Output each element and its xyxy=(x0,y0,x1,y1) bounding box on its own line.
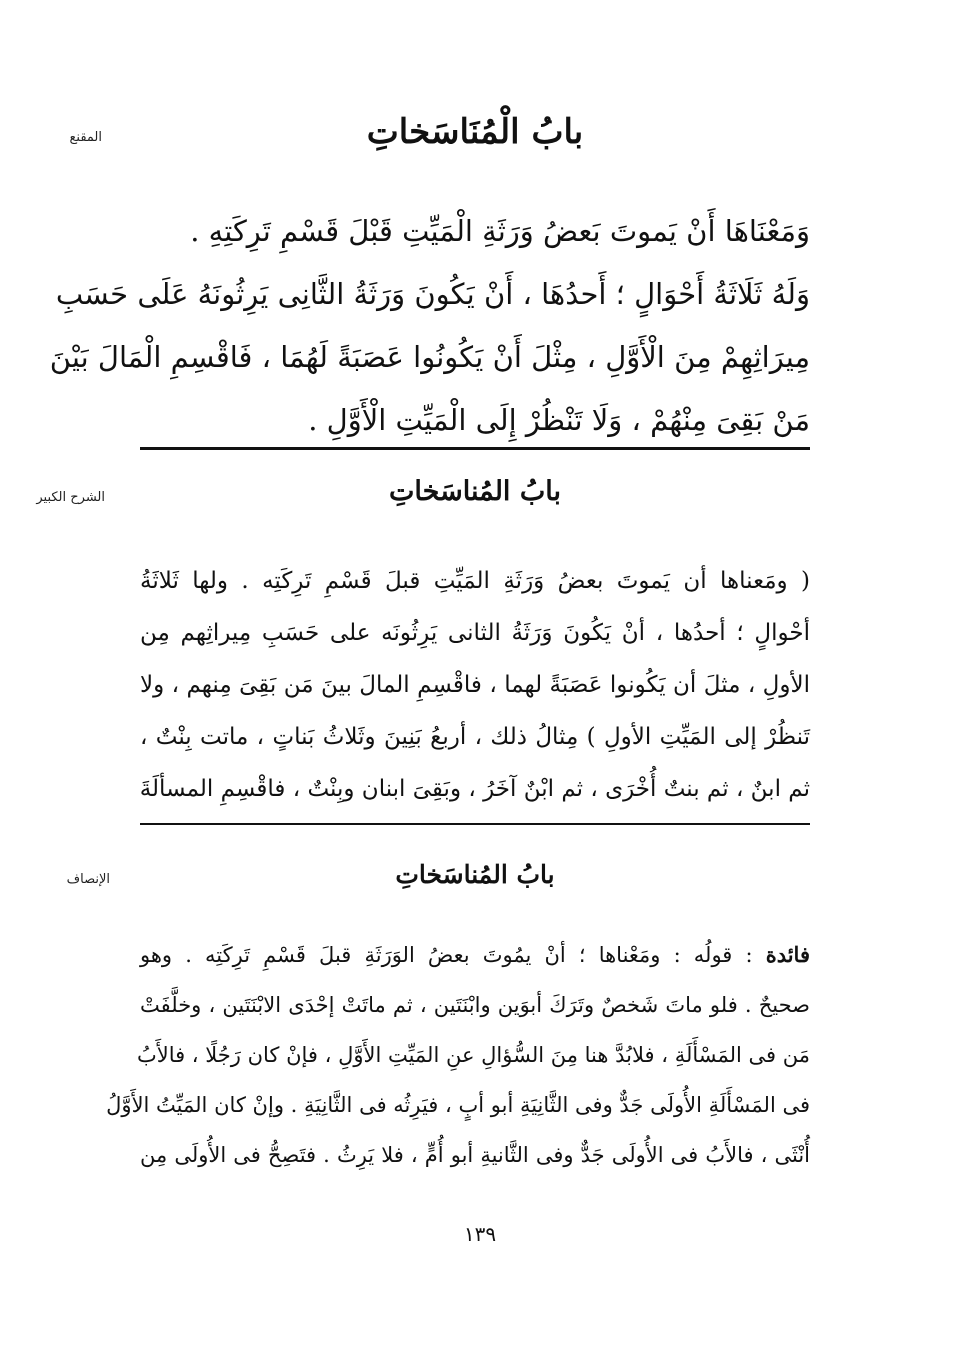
text-line xyxy=(140,930,810,980)
source-label-insaf: الإنصاف xyxy=(66,872,110,887)
text-block-insaf xyxy=(106,930,810,1180)
text-line: ( ومَعناها أن يَموتَ بعضُ وَرَثَةِ المَيِّتِ قبلَ قَسْمِ تَرِكَتِه . ولها ثَلاثَةُ xyxy=(140,568,810,594)
text-line: الأولِ ، مثلَ أن يَكُونوا عَصَبَةً لهما ، فاقْسِمِ المالَ بينَ مَن بَقِىَ مِنهم ، ولا xyxy=(140,672,810,698)
text-line: ثم ابنٌ ، ثم بنتٌ أُخْرَى ، ثم ابْنٌ آخَرُ ، وبَقِىَ ابنان وبِنْتٌ ، فاقْسِمِ المسألَةَ xyxy=(139,776,810,802)
text-line: مَنْ بَقِىَ مِنْهُمْ ، وَلَا تَنْظُرْ إِلَى الْمَيِّتِ الْأَوَّلِ . xyxy=(308,403,810,437)
section-title-sharh-kabir: بابُ المُناسَخاتِ xyxy=(389,476,561,507)
text-line: وَمَعْنَاهَا أَنْ يَموتَ بَعضُ وَرَثَةِ الْمَيِّتِ قَبْلَ قَسْمِ تَرِكَتِهِ . xyxy=(190,214,810,248)
text-fragment: : قولُه : ومَعْناها ؛ أنْ يمُوتَ بعضُ الوَرَثَةِ قبلَ قَسْمِ تَرِكَتِه . وهو xyxy=(140,943,753,967)
text-line: أُنْثَى ، فالأَبُ فى الأُولَى جَدٌّ وفى الثَّانيةِ أبو أُمٍّ ، فلا يَرِثُ . فتَصِحُّ فى الأُولَى مِن xyxy=(140,1143,810,1167)
source-label-sharh-kabir: الشرح الكبير xyxy=(36,490,105,505)
lead-word: فائدة xyxy=(765,942,810,967)
text-line: أحْوالٍ ؛ أحدُها ، أنْ يَكُونَ وَرَثَةُ الثانى يَرِثُونَه على حَسَبِ مِيراثِهم مِن xyxy=(140,620,810,646)
text-line: مِيرَاثِهِمْ مِنَ الْأَوَّلِ ، مِثْلَ أَنْ يَكُونُوا عَصَبَةً لَهُمَا ، فَاقْسِمِ الْمَالَ بَيْنَ xyxy=(49,340,810,374)
section-divider-thin xyxy=(140,823,810,825)
text-block-sharh-kabir xyxy=(140,555,810,815)
text-line: مَن فى المَسْأَلَةِ ، فلابُدَّ هنا مِنَ السُّؤالِ عنِ المَيِّتِ الأَوَّلِ ، فإنْ كان رَجُلًا ، فالأَبُ xyxy=(136,1043,810,1067)
section-title-insaf: بابُ المُناسَخاتِ xyxy=(395,860,555,889)
page-number: ١٣٩ xyxy=(463,1222,497,1246)
text-block-muqni xyxy=(49,200,810,452)
section-title-muqni: بابُ الْمُنَاسَخاتِ xyxy=(366,112,584,152)
text-line: تَنظُرْ إلى المَيِّتِ الأولِ ) مِثالُ ذلك ، أربعُ بَنِينَ وثَلاثُ بَناتٍ ، ماتت بِنْتٌ ، xyxy=(140,724,810,750)
section-divider-thick xyxy=(140,447,810,450)
text-line: فى المَسْأَلَةِ الأُولَى جَدٌّ وفى الثَّانِيَةِ أبو أبٍ ، فيَرِثُه فى الثَّانِيَةِ . وإنْ كان المَيِّتُ الأَوَّلُ xyxy=(106,1093,810,1117)
text-line: وَلَهُ ثَلَاثَةُ أَحْوَالٍ ؛ أَحدُهَا ، أَنْ يَكُونَ وَرَثَةُ الثَّانِى يَرِثُونَهُ عَلَى حَسَبِ xyxy=(55,277,810,311)
text-line: صحيحٌ . فلو ماتَ شَخصٌ وتَرَكَ أبوَين وابْنَتَين ، ثم ماتَتْ إحْدَى الابْنَتَين ، وخلَّفَتْ xyxy=(140,993,810,1017)
source-label-muqni: المقنع xyxy=(69,130,102,145)
